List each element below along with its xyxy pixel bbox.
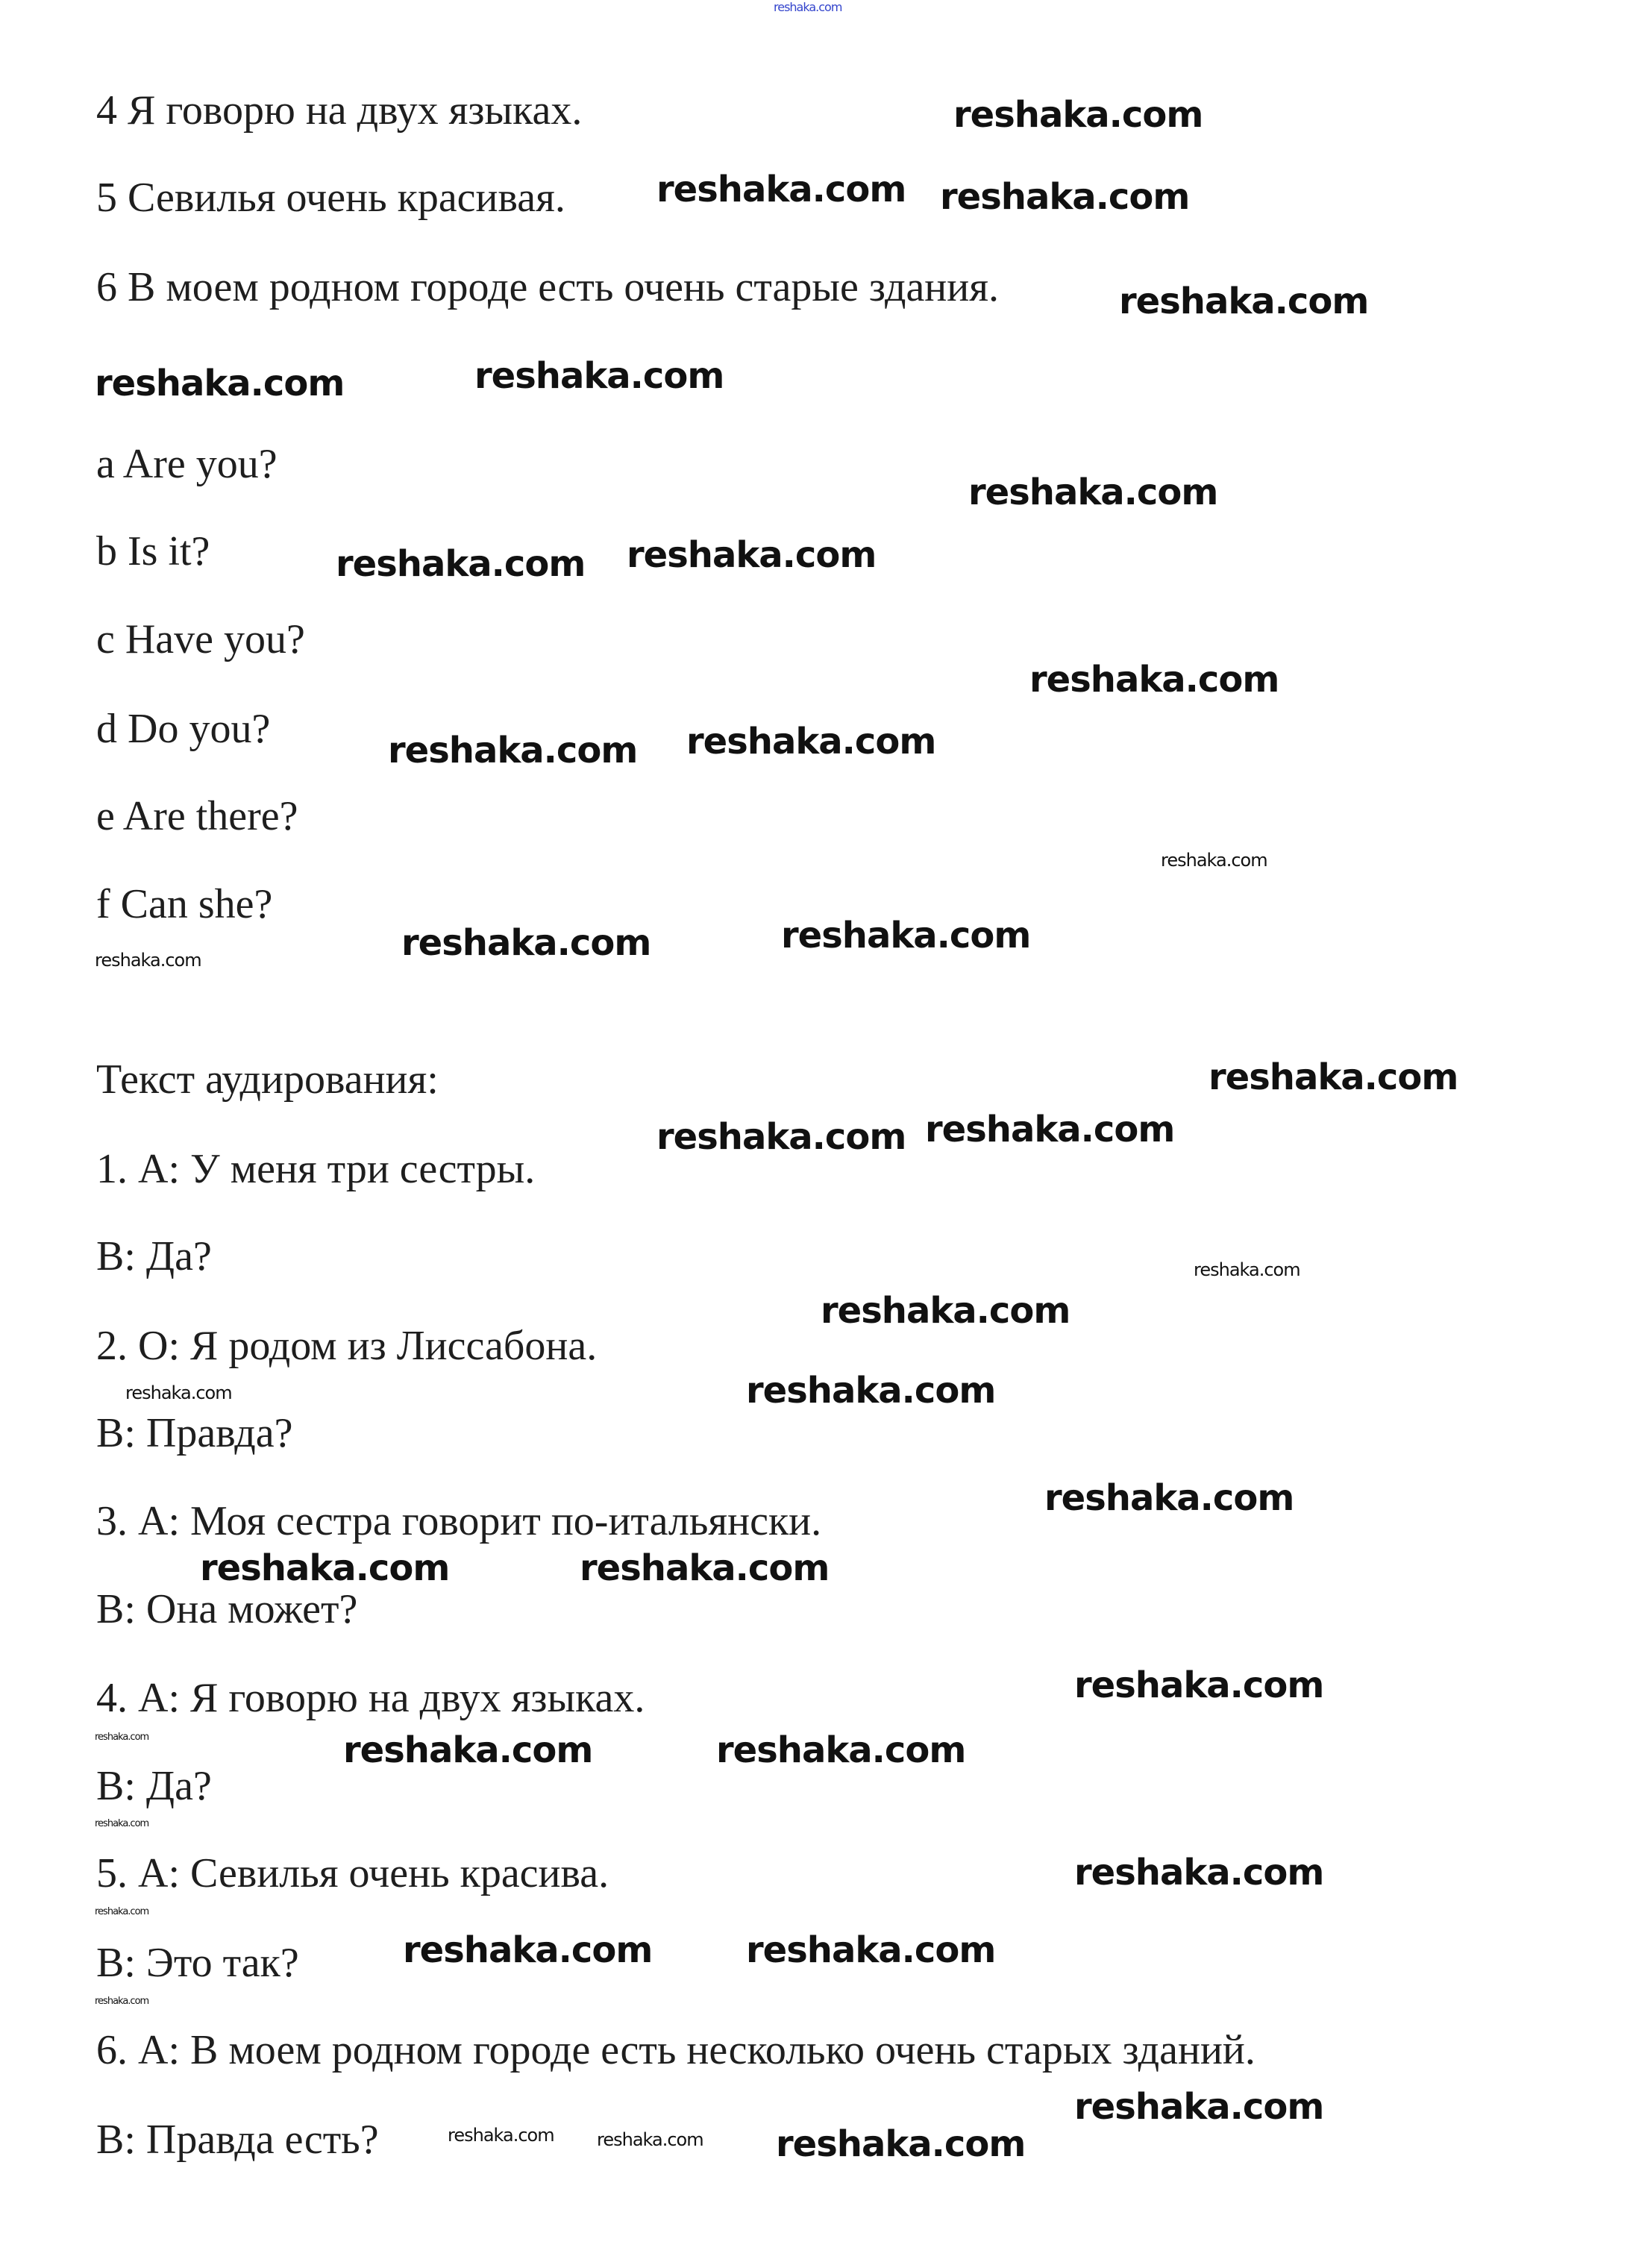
response-option: b Is it? — [96, 528, 210, 574]
watermark: reshaka.com — [1074, 1852, 1324, 1893]
watermark: reshaka.com — [448, 2125, 554, 2146]
response-option: d Do you? — [96, 706, 271, 752]
watermark: reshaka.com — [336, 543, 586, 585]
statement: 5 Севилья очень красивая. — [96, 175, 565, 221]
watermark: reshaka.com — [1074, 1664, 1324, 1706]
watermark: reshaka.com — [95, 1818, 149, 1829]
watermark: reshaka.com — [781, 915, 1031, 956]
watermark: reshaka.com — [401, 922, 651, 964]
statement: 6 В моем родном городе есть очень старые здания. — [96, 264, 999, 310]
transcript-line: 6. А: В моем родном городе есть несколько очень старых зданий. — [96, 2027, 1255, 2073]
watermark: reshaka.com — [940, 176, 1190, 218]
watermark: reshaka.com — [1209, 1056, 1458, 1098]
watermark: reshaka.com — [746, 1370, 996, 1412]
watermark: reshaka.com — [1044, 1477, 1294, 1519]
watermark: reshaka.com — [746, 1929, 996, 1971]
watermark: reshaka.com — [474, 355, 724, 397]
transcript-line: B: Это так? — [96, 1940, 299, 1986]
watermark: reshaka.com — [95, 1996, 149, 2007]
watermark: reshaka.com — [343, 1729, 593, 1771]
transcript-line: 3. А: Моя сестра говорит по-итальянски. — [96, 1498, 822, 1544]
response-option: e Are there? — [96, 793, 298, 839]
watermark: reshaka.com — [774, 0, 842, 14]
watermark: reshaka.com — [656, 169, 906, 210]
transcript-line: 4. А: Я говорю на двух языках. — [96, 1675, 645, 1721]
watermark: reshaka.com — [200, 1547, 450, 1589]
response-option: f Can she? — [96, 881, 273, 927]
watermark: reshaka.com — [968, 472, 1218, 513]
watermark: reshaka.com — [403, 1929, 653, 1971]
transcript-line: B: Да? — [96, 1763, 212, 1809]
watermark: reshaka.com — [388, 730, 638, 771]
transcript-line: B: Правда есть? — [96, 2117, 379, 2163]
transcript-heading: Текст аудирования: — [96, 1056, 439, 1103]
watermark: reshaka.com — [953, 94, 1203, 136]
watermark: reshaka.com — [1119, 281, 1369, 322]
watermark: reshaka.com — [1029, 659, 1279, 701]
watermark: reshaka.com — [580, 1547, 830, 1589]
watermark: reshaka.com — [821, 1290, 1070, 1332]
transcript-line: 5. А: Севилья очень красива. — [96, 1850, 609, 1896]
transcript-line: B: Правда? — [96, 1410, 293, 1456]
watermark: reshaka.com — [95, 363, 345, 404]
watermark: reshaka.com — [656, 1116, 906, 1158]
response-option: a Are you? — [96, 441, 278, 487]
watermark: reshaka.com — [597, 2129, 703, 2150]
watermark: reshaka.com — [95, 1732, 149, 1743]
watermark: reshaka.com — [1074, 2086, 1324, 2128]
transcript-line: B: Да? — [96, 1233, 212, 1279]
watermark: reshaka.com — [925, 1109, 1175, 1150]
watermark: reshaka.com — [627, 534, 877, 576]
response-option: c Have you? — [96, 616, 305, 662]
transcript-line: B: Она может? — [96, 1586, 358, 1632]
watermark: reshaka.com — [776, 2123, 1026, 2165]
transcript-line: 2. О: Я родом из Лиссабона. — [96, 1323, 598, 1369]
transcript-line: 1. А: У меня три сестры. — [96, 1146, 536, 1192]
watermark: reshaka.com — [686, 721, 936, 762]
watermark: reshaka.com — [1161, 850, 1267, 871]
watermark: reshaka.com — [95, 950, 201, 971]
statement: 4 Я говорю на двух языках. — [96, 87, 583, 134]
watermark: reshaka.com — [716, 1729, 966, 1771]
watermark: reshaka.com — [1194, 1259, 1300, 1280]
watermark: reshaka.com — [95, 1906, 149, 1917]
watermark: reshaka.com — [125, 1382, 232, 1403]
